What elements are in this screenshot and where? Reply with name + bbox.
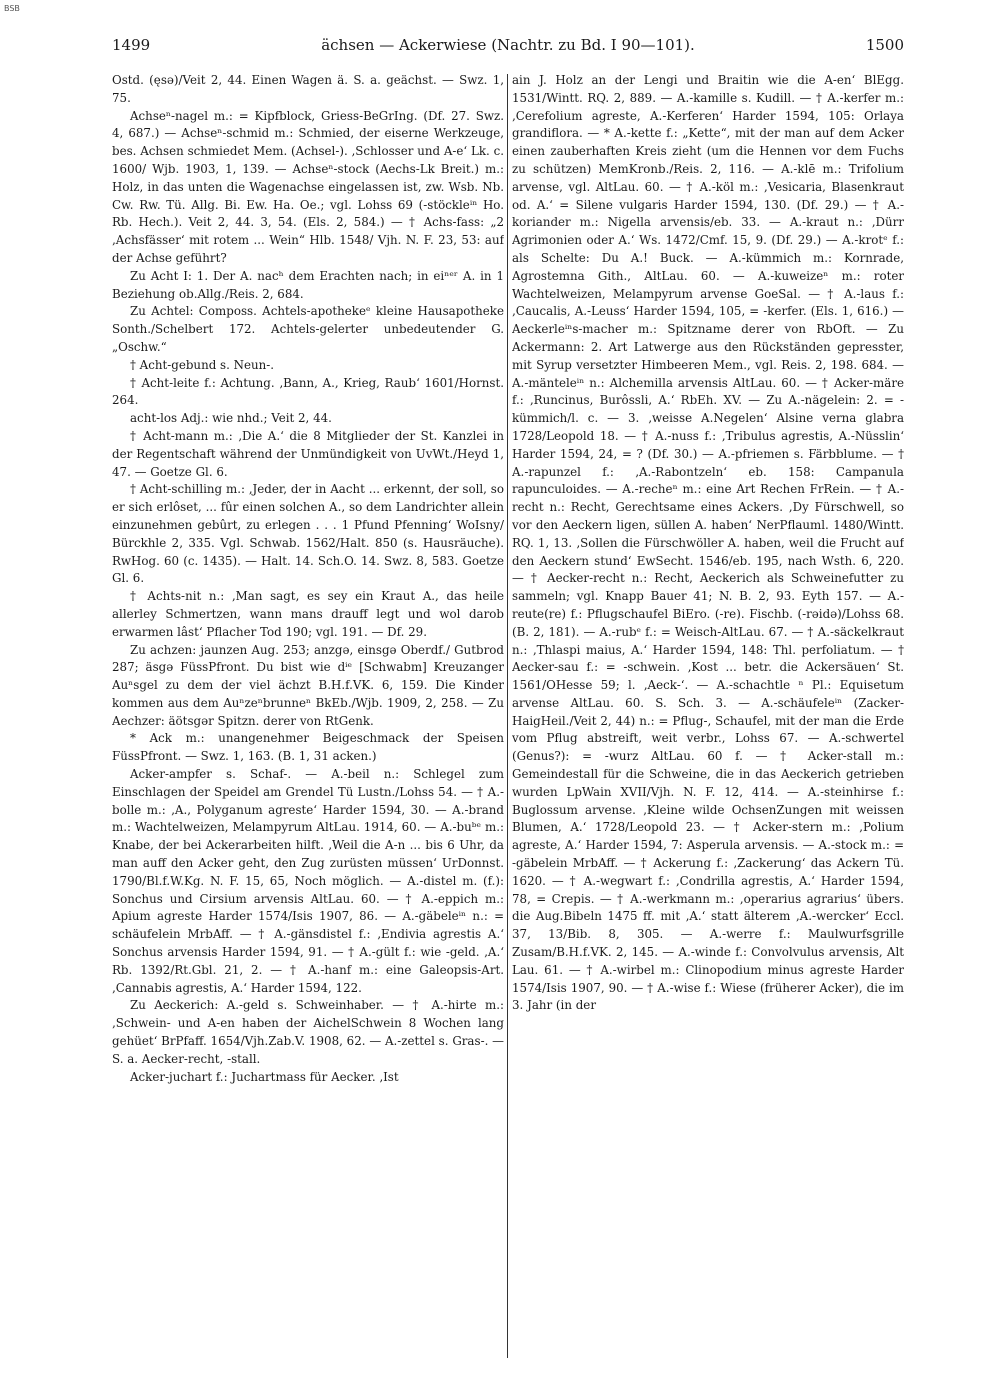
- column-divider: [507, 74, 508, 1358]
- running-title: ächsen — Ackerwiese (Nachtr. zu Bd. I 90—101).: [321, 36, 695, 54]
- dictionary-entry: Zu achzen: jaunzen Aug. 253; anzgə, einsgə Oberdf./ Gutbrod 287; äsgə FüssPfront. Du bist wie dⁱᵉ [Schwabm] Kreuzanger Auⁿsgel zu dem der viel ächzt B.H.f.VK. 6, 159. Die Kinder kommen aus dem Auⁿzeⁿbrunneⁿ BkEb./Wjb. 1909, 2, 258. — Zu Aechzer: äötsgər Spitzn. derer von RtGenk.: [112, 642, 504, 728]
- dictionary-entry: acht-los Adj.: wie nhd.; Veit 2, 44.: [130, 411, 332, 426]
- left-column: [112, 72, 504, 1362]
- dictionary-entry: Acker-ampfer s. Schaf-. — A.-beil n.: Schlegel zum Einschlagen der Speidel am Grendel Tü Lustn./Lohss 54. — † A.-bolle m.: ‚A., Polyganum agreste‘ Harder 1594, 30. — A.-brand m.: Wachtelweizen, Melampyrum AltLau. 1914, 60. — A.-buᵇᵉ m.: Knabe, der bei Ackerarbeiten hilft. ‚Weil die A-n ... bis 6 Uhr, da man auff den Acker geht, den Zug zurüsten müssen‘ UrDonnst. 1790/Bl.f.W.Kg. N. F. 15, 65, Noch möglich. — A.-distel m. (f.): Sonchus und Cirsium arvensis AltLau. 60. — † A.-eppich m.: Apium agreste Harder 1574/Isis 1907, 86. — A.-gäbeleⁱⁿ n.: = schäufelein MrbAff. — † A.-gänsdistel f.: ‚Endivia agrestis A.‘ Sonchus arvensis Harder 1594, 91. — † A.-gült f.: wie -geld. ‚A.‘ Rb. 1392/Rt.Gbl. 21, 2. — † A.-hanf m.: eine Galeopsis-Art. ‚Cannabis agrestis, A.‘ Harder 1594, 122.: [112, 767, 504, 995]
- dictionary-entry: † Acht-gebund s. Neun-.: [130, 357, 275, 372]
- dictionary-entry: Achseⁿ-nagel m.: = Kipfblock, Griess-BeGrIng. (Df. 27. Swz. 4, 687.) — Achseⁿ-schmid m.: Schmied, der eiserne Werkzeuge, bes. Achsen schmiedet Mem. (Achsel-). ‚Schlosser und A-e‘ Lk. c. 1600/ Wjb. 1903, 1, 139. — Achseⁿ-stock (Aechs-Lk Breit.) m.: Holz, in das unten die Wagenachse eingelassen ist, zw. Wsb. Nb. Cw. Rw. Tü. Allg. Bi. Ew. Ha. Oe.; vgl. Lohss 69 (-stöckleⁱⁿ Ho. Rb. Hech.). Veit 2, 44. 3, 54. (Els. 2, 584.) — † Achs-fass: „2 ‚Achsfässer‘ mit rotem ... Wein“ Hlb. 1548/ Vjh. N. F. 23, 53: auf der Achse geführt?: [112, 108, 504, 265]
- dictionary-entry: * Ack m.: unangenehmer Beigeschmack der Speisen FüssPfront. — Swz. 1, 163. (B. 1, 31 acken.): [112, 731, 504, 764]
- dictionary-entry: † Acht-schilling m.: ‚Jeder, der in Aacht ... erkennt, der soll, so er sich erlôset, ... fûr einen solchen A., so dem Landrichter allein einzunehmen gebûrt, zu erlegen . . . 1 Pfund Pfenning‘ WoIsny/ Bürckhle 2, 335. Vgl. Schwab. 1562/Halt. 850 (s. Hausräuche). RwHog. 60 (c. 1435). — Halt. 14. Sch.O. 14. Swz. 8, 583. Goetze Gl. 6.: [112, 482, 504, 586]
- dictionary-entry: Ostd. (ęsə)/Veit 2, 44. Einen Wagen ä. S. a. geächst. — Swz. 1, 75.: [112, 73, 504, 105]
- dictionary-entry: † Acht-mann m.: ‚Die A.‘ die 8 Mitglieder der St. Kanzlei in der Regentschaft während der Unmündigkeit von UvWt./Heyd 1, 47. — Goetze Gl. 6.: [112, 428, 504, 479]
- page-number-left: 1499: [112, 36, 151, 54]
- dictionary-entry: Zu Acht I: 1. Der A. nacʰ dem Erachten nach; in eiⁿᵉʳ A. in 1 Beziehung ob.Allg./Reis. 2, 684.: [112, 268, 504, 301]
- dictionary-entry: ain J. Holz an der Lengi und Braitin wie die A-en‘ BlEgg. 1531/Wintt. RQ. 2, 889. — A.-kamille s. Kudill. — † A.-kerfer m.: ‚Cerefolium agreste, A.-Kerferen‘ Harder 1594, 105: Orlaya grandiflora. — * A.-kette f.: „Kette“, mit der man auf dem Acker einen zauberhaften Kreis zieht (um die Hennen vor dem Fuchs zu schützen) MemKronb./Reis. 2, 116. — A.-klē m.: Trifolium arvense, vgl. AltLau. 60. — † A.-köl m.: ‚Vesicaria, Blasenkraut od. A.‘ = Silene vulgaris Harder 1594, 130. (Df. 29.) — † A.-koriander m.: Nigella arvensis/eb. 33. — A.-kraut n.: ‚Dürr Agrimonien oder A.‘ Ws. 1472/Cmf. 15, 9. (Df. 29.) — A.-krotᵉ f.: als Schelte: Du A.! Buck. — A.-kümmich m.: Kornrade, Agrostemna Gith., AltLau. 60. — A.-kuweizeⁿ m.: roter Wachtelweizen, Melampyrum arvense GoeSal. — † A.-laus f.: ‚Caucalis, A.-Leuss‘ Harder 1594, 105, = -kerfer. (Els. 1, 616.) — Aeckerleⁱⁿs-macher m.: Spitzname derer von RbOft. — Zu Ackermann: 2. Art Latwerge aus den Rückständen gepresster, mit Syrup versetzter Himbeeren Mem., vgl. Reis. 2, 198. 684. — A.-mänteleⁱⁿ n.: Alchemilla arvensis AltLau. 60. — † Acker-märe f.: ‚Runcinus, Burôssli, A.‘ RbEh. XV. — Zu A.-nägelein: 2. = -kümmich/l. c. — 3. ‚weisse A.Negelen‘ Alsine verna glabra 1728/Leopold 18. — † A.-nuss f.: ‚Tribulus agrestis, A.-Nüsslin‘ Harder 1594, 24, = ? (Df. 30.) — A.-pfriemen s. Färbblume. — † A.-rapunzel f.: ‚A.-Rabontzeln‘ eb. 158: Campanula rapunculoides. — A.-recheⁿ m.: eine Art Rechen FrRein. — † A.-recht n.: Recht, Gerechtsame eines Ackers. ‚Dy Fürschwell, so vor den Aeckern ligen, süllen A. haben‘ NerPflauml. 1480/Wintt. RQ. 1, 13. ‚Sollen die Fürschwöller A. haben, weil die Frucht auf den Aeckern stund‘ EwSecht. 1546/eb. 195, nach Wsth. 6, 220. — † Aecker-recht n.: Recht, Aeckerich als Schweinefutter zu sammeln; vgl. Knapp Bauer 41; N. B. 2, 93. Eyth 157. — A.-reute(re) f.: Pflugschaufel BiEro. (-re). Fischb. (-rəidə)/Lohss 68. (B. 2, 181). — A.-rubᵉ f.: = Weisch-AltLau. 67. — † A.-säckelkraut n.: ‚Thlaspi maius, A.‘ Harder 1594, 148: Thl. perfoliatum. — † Aecker-sau f.: = -schwein. ‚Kost ... betr. die Ackersäuen‘ St. 1561/OHesse 59; l. ‚Aeck-‘. — A.-schachtle ⁿ Pl.: Equisetum arvense AltLau. 60. S. Sch. 3. — A.-schäufeleⁱⁿ (Zacker-HaigHeil./Veit 2, 44) n.: = Pflug-, Schaufel, mit der man die Erde vom Pflug abstreift, weit verbr., Lohss 67. — A.-schwertel (Genus?): = -wurz AltLau. 60 f. — † Acker-stall m.: Gemeindestall für die Schweine, die in das Aeckerich getrieben wurden LpWain XVII/Vjh. N. F. 12, 414. — A.-steinhirse f.: Buglossum arvense. ‚Kleine wilde OchsenZungen mit weissen Blumen, A.‘ 1728/Leopold 23. — † Acker-stern m.: ‚Polium agreste, A.‘ Harder 1594, 7: Asperula arvensis. — A.-stock m.: = -gäbelein MrbAff. — † Ackerung f.: ‚Zackerung‘ das Ackern Tü. 1620. — † A.-wegwart f.: ‚Condrilla agrestis, A.‘ Harder 1594, 78, = Crepis. — † A.-werkmann m.: ‚operarius agrarius‘ übers. die Aug.Bibeln 1475 ff. mit ‚A.‘ statt älterem ‚A.-wercker‘ Eccl. 37, 13/Bib. 8, 305. — A.-werre f.: Maulwurfsgrille Zusam/B.H.f.VK. 2, 145. — A.-winde f.: Convolvulus arvensis, Alt Lau. 61. — † A.-wirbel m.: Clinopodium minus agreste Harder 1574/Isis 1907, 90. — † A.-wise f.: Wiese (früherer Acker), die im 3. Jahr (in der: [512, 73, 904, 1013]
- dictionary-entry: Acker-juchart f.: Juchartmass für Aecker. ‚Ist: [130, 1069, 399, 1084]
- running-header: [112, 32, 904, 58]
- dictionary-entry: † Achts-nit n.: ‚Man sagt, es sey ein Kraut A., das heile allerley Schmertzen, wann mans drauff legt und wol darob erwarmen lâst‘ Pflacher Tod 190; vgl. 191. — Df. 29.: [112, 589, 504, 639]
- page-number-right: 1500: [865, 36, 904, 54]
- dictionary-entry: Zu Achtel: Composs. Achtels-apothekeᵉ kleine Hausapotheke Sonth./Schelbert 172. Achtels-gelerter unbedeutender G. „Oschw.“: [112, 304, 504, 354]
- right-column: [512, 72, 904, 1362]
- library-stamp: BSB: [4, 4, 20, 13]
- dictionary-entry: † Acht-leite f.: Achtung. ‚Bann, A., Krieg, Raub‘ 1601/Hornst. 264.: [112, 375, 504, 408]
- dictionary-entry: Zu Aeckerich: A.-geld s. Schweinhaber. — † A.-hirte m.: ‚Schwein- und A-en haben der AichelSchwein 8 Wochen lang gehüet‘ BrPfaff. 1654/Vjh.Zab.V. 1908, 62. — A.-zettel s. Gras-. — S. a. Aecker-recht, -stall.: [112, 998, 504, 1066]
